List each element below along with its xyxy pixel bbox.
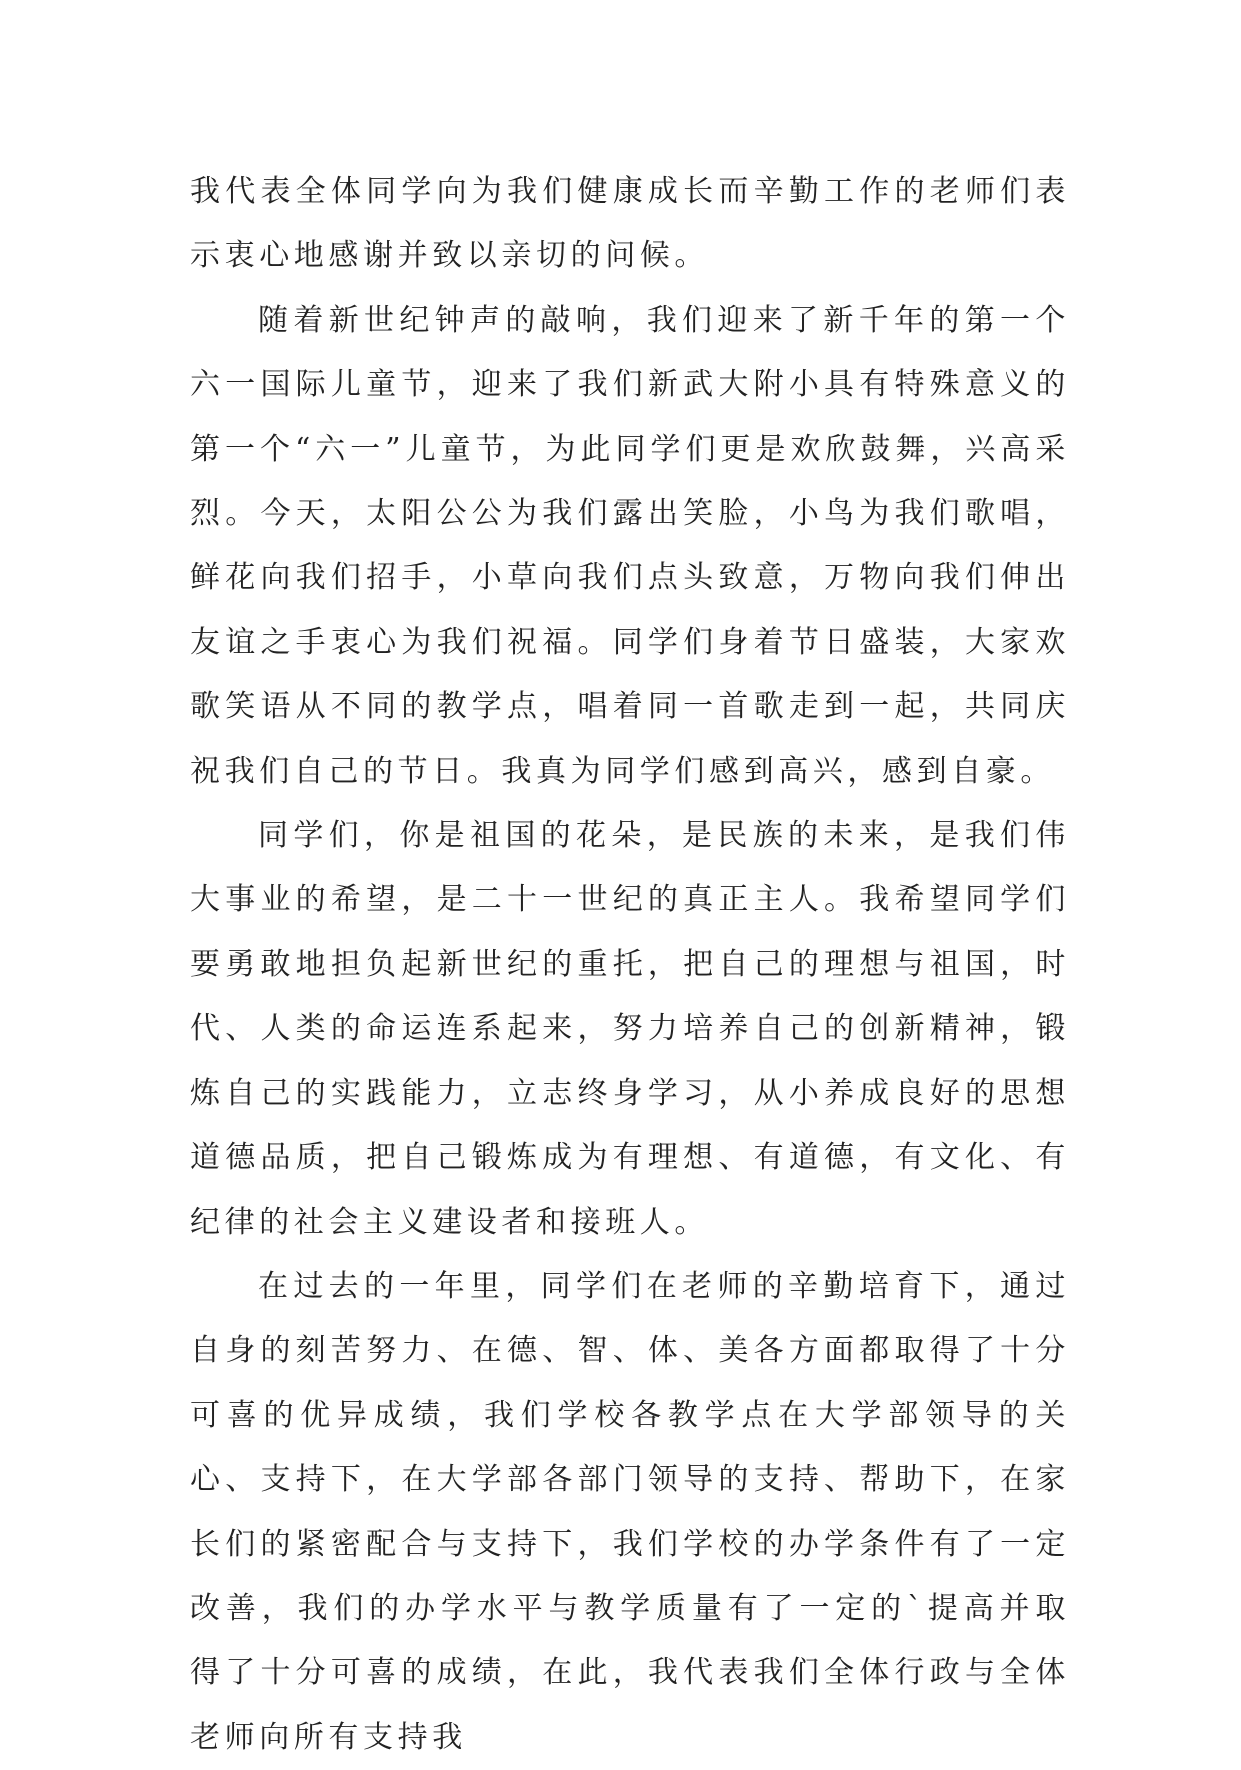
document-body: [190, 160, 1070, 1770]
paragraph-new-century: 随着新世纪钟声的敲响，我们迎来了新千年的第一个六一国际儿童节，迎来了我们新武大附小具有特殊意义的第一个“六一”儿童节，为此同学们更是欢欣鼓舞，兴高采烈。今天，太阳公公为我们露出笑脸，小鸟为我们歌唱，鲜花向我们招手，小草向我们点头致意，万物向我们伸出友谊之手衷心为我们祝福。同学们身着节日盛装，大家欢歌笑语从不同的教学点，唱着同一首歌走到一起，共同庆祝我们自己的节日。我真为同学们感到高兴，感到自豪。: [190, 302, 1070, 789]
paragraph-past-year: 在过去的一年里，同学们在老师的辛勤培育下，通过自身的刻苦努力、在德、智、体、美各方面都取得了十分可喜的优异成绩，我们学校各教学点在大学部领导的关心、支持下，在大学部各部门领导的支持、帮助下，在家长们的紧密配合与支持下，我们学校的办学条件有了一定改善，我们的办学水平与教学质量有了一定的`提高并取得了十分可喜的成绩，在此，我代表我们全体行政与全体老师向所有支持我: [190, 1268, 1070, 1755]
paragraph-continuation: 我代表全体同学向为我们健康成长而辛勤工作的老师们表示衷心地感谢并致以亲切的问候。: [190, 174, 1070, 274]
paragraph-students-hope: 同学们，你是祖国的花朵，是民族的未来，是我们伟大事业的希望，是二十一世纪的真正主人。我希望同学们要勇敢地担负起新世纪的重托，把自己的理想与祖国，时代、人类的命运连系起来，努力培养自己的创新精神，锻炼自己的实践能力，立志终身学习，从小养成良好的思想道德品质，把自己锻炼成为有理想、有道德，有文化、有纪律的社会主义建设者和接班人。: [190, 818, 1070, 1240]
